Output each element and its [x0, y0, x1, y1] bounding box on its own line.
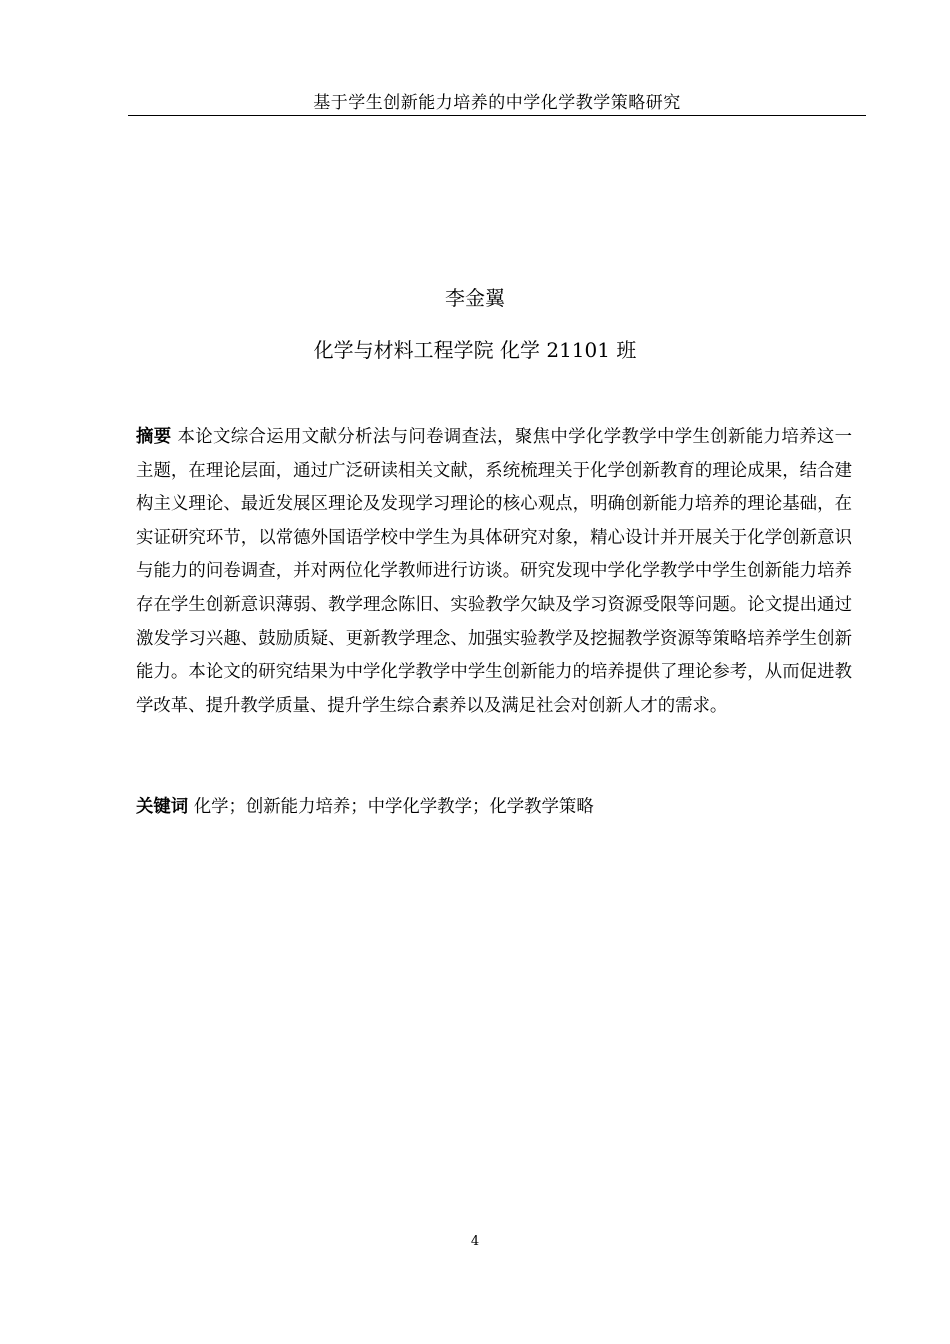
author-name: 李金翼 [445, 286, 505, 310]
page-number: 4 [470, 1234, 480, 1249]
abstract-text: 本论文综合运用文献分析法与问卷调查法，聚焦中学化学教学中学生创新能力培养这一主题，在理论层面，通过广泛研读相关文献，系统梳理关于化学创新教育的理论成果，结合建构主义理论、最近发展区理论及发现学习理论的核心观点，明确创新能力培养的理论基础，在实证研究环节，以常德外国语学校中学生为具体研究对象，精心设计并开展关于化学创新意识与能力的问卷调查，并对两位化学教师进行访谈。研究发现中学化学教学中学生创新能力培养存在学生创新意识薄弱、教学理念陈旧、实验教学欠缺及学习资源受限等问题。论文提出通过激发学习兴趣、鼓励质疑、更新教学理念、加强实验教学及挖掘教学资源等策略培养学生创新能力。本论文的研究结果为中学化学教学中学生创新能力的培养提供了理论参考，从而促进教学改革、提升教学质量、提升学生综合素养以及满足社会对创新人才的需求。 [136, 427, 852, 716]
running-header-title: 基于学生创新能力培养的中学化学教学策略研究 [313, 93, 681, 113]
header-divider [128, 115, 866, 116]
keywords-paragraph [136, 791, 852, 825]
abstract-label: 摘要 [136, 427, 172, 447]
abstract-paragraph [136, 421, 852, 723]
author-affiliation: 化学与材料工程学院 化学 21101 班 [313, 338, 637, 362]
keywords-label: 关键词 [136, 797, 189, 817]
keywords-text: 化学；创新能力培养；中学化学教学；化学教学策略 [193, 797, 594, 817]
